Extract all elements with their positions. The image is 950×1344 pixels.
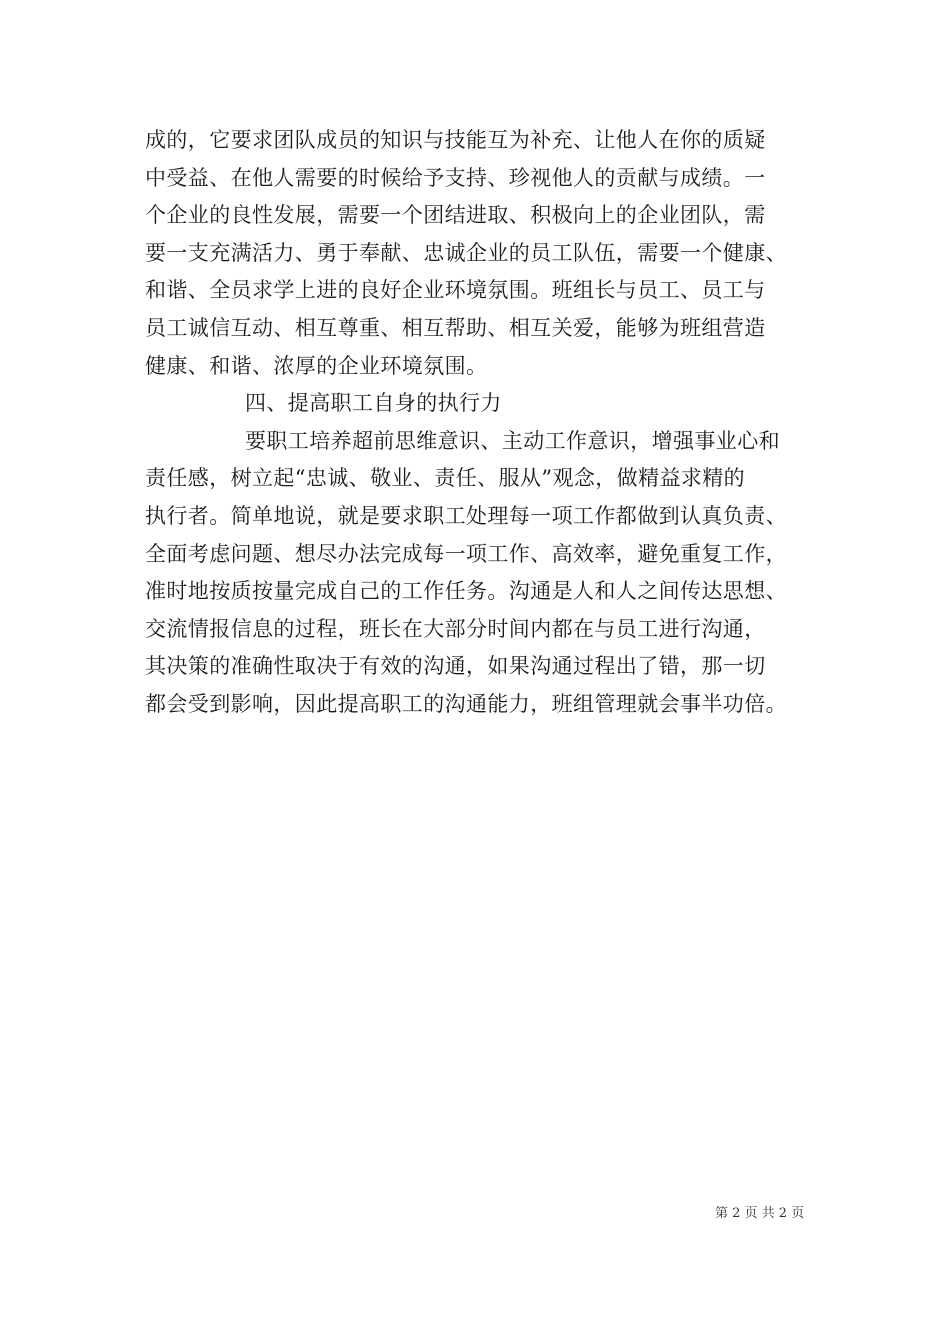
text-line: 要一支充满活力、勇于奉献、忠诚企业的员工队伍，需要一个健康、 bbox=[145, 240, 787, 265]
body-text bbox=[145, 122, 811, 724]
text-line: 要职工培养超前思维意识、主动工作意识，增强事业心和 bbox=[245, 428, 780, 453]
paragraph-team-environment bbox=[145, 122, 811, 385]
page-number-footer: 第 2 页 共 2 页 bbox=[715, 1206, 805, 1221]
section-heading-text: 四、提高职工自身的执行力 bbox=[245, 391, 502, 416]
text-line: 其决策的准确性取决于有效的沟通，如果沟通过程出了错，那一切 bbox=[145, 654, 766, 679]
paragraph-execution bbox=[145, 423, 811, 724]
text-line: 都会受到影响，因此提高职工的沟通能力，班组管理就会事半功倍。 bbox=[145, 691, 787, 716]
text-line: 全面考虑问题、想尽办法完成每一项工作、高效率，避免重复工作， bbox=[145, 541, 787, 566]
text-line: 个企业的良性发展，需要一个团结进取、积极向上的企业团队，需 bbox=[145, 203, 766, 228]
text-line: 中受益、在他人需要的时候给予支持、珍视他人的贡献与成绩。一 bbox=[145, 165, 766, 190]
section-heading bbox=[145, 385, 811, 423]
text-line: 员工诚信互动、相互尊重、相互帮助、相互关爱，能够为班组营造 bbox=[145, 315, 766, 340]
text-line: 交流情报信息的过程，班长在大部分时间内都在与员工进行沟通， bbox=[145, 616, 766, 641]
text-line: 准时地按质按量完成自己的工作任务。沟通是人和人之间传达思想、 bbox=[145, 579, 787, 604]
text-line: 责任感，树立起“忠诚、敬业、责任、服从”观念，做精益求精的 bbox=[145, 466, 746, 491]
text-line: 健康、和谐、浓厚的企业环境氛围。 bbox=[145, 353, 488, 378]
text-line: 和谐、全员求学上进的良好企业环境氛围。班组长与员工、员工与 bbox=[145, 278, 766, 303]
text-line: 执行者。简单地说，就是要求职工处理每一项工作都做到认真负责、 bbox=[145, 503, 787, 528]
text-line: 成的，它要求团队成员的知识与技能互为补充、让他人在你的质疑 bbox=[145, 128, 766, 152]
